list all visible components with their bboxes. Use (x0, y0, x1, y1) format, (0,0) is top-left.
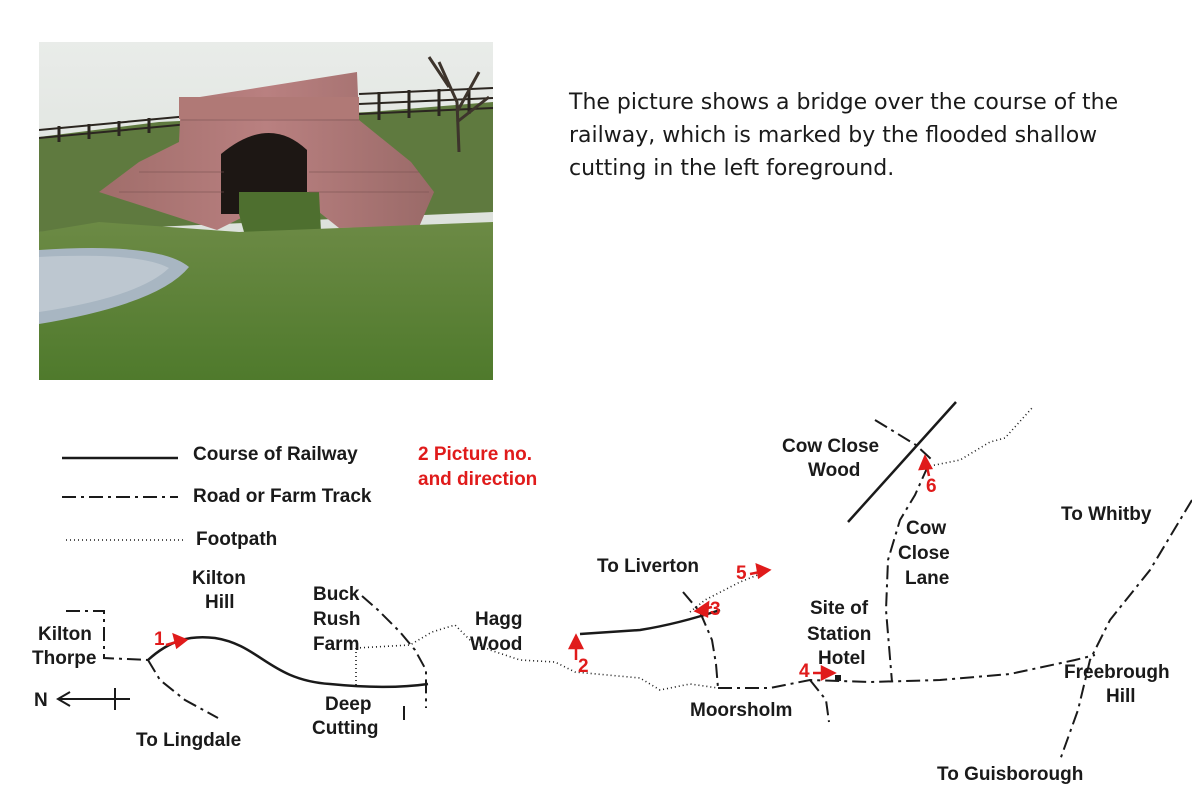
label-deep-cutting-1: Deep (325, 694, 372, 715)
marker-6-label: 6 (926, 476, 937, 497)
label-buck-rush-2: Rush (313, 609, 361, 630)
label-freebrough-1: Freebrough (1064, 662, 1170, 683)
label-hagg-wood-2: Wood (470, 634, 523, 655)
north-label: N (34, 690, 48, 711)
road-whitby-guisborough (1060, 500, 1192, 760)
marker-1-label: 1 (154, 629, 165, 650)
label-kilton-hill-1: Kilton (192, 568, 246, 589)
road-buck-rush (362, 596, 426, 708)
legend-road-label: Road or Farm Track (193, 486, 372, 507)
label-station-3: Hotel (818, 648, 866, 669)
label-freebrough-2: Hill (1106, 686, 1136, 707)
marker-1-head (174, 635, 186, 647)
label-station-1: Site of (810, 598, 869, 619)
label-deep-cutting-2: Cutting (312, 718, 379, 739)
footpath-cow-close-east (930, 408, 1032, 466)
label-kilton-thorpe-2: Thorpe (32, 648, 97, 669)
label-cow-close-lane-2: Close (898, 543, 950, 564)
footpath-hagg-wood (356, 625, 718, 690)
legend-railway-label: Course of Railway (193, 444, 358, 465)
label-station-2: Station (807, 624, 872, 645)
label-cow-close-wood-2: Wood (808, 460, 861, 481)
road-moorsholm-freebrough (718, 655, 1095, 688)
label-to-liverton: To Liverton (597, 556, 700, 577)
marker-5-head (757, 565, 769, 577)
label-moorsholm: Moorsholm (690, 700, 793, 721)
marker-4-label: 4 (799, 661, 810, 682)
road-to-lingdale (148, 660, 218, 718)
marker-3-label: 3 (710, 599, 721, 620)
station-site-marker (835, 675, 841, 681)
label-cow-close-lane-3: Lane (905, 568, 950, 589)
marker-5-label: 5 (736, 563, 747, 584)
legend-footpath-label: Footpath (196, 529, 278, 550)
label-buck-rush-1: Buck (313, 584, 360, 605)
label-to-lingdale: To Lingdale (136, 730, 242, 751)
road-station-spur (810, 680, 829, 722)
marker-3-head (696, 603, 708, 616)
label-kilton-thorpe-1: Kilton (38, 624, 92, 645)
label-hagg-wood-1: Hagg (475, 609, 523, 630)
marker-2-label: 2 (578, 656, 589, 677)
railway-course-cow-close (848, 402, 956, 522)
photo-caption: The picture shows a bridge over the course of the railway, which is marked by the flooded shallow cutting in the left foreground. (569, 90, 1119, 181)
marker-2-head (570, 636, 582, 648)
railway-course-west (148, 637, 428, 687)
label-to-guisborough: To Guisborough (937, 764, 1084, 785)
label-buck-rush-3: Farm (313, 634, 360, 655)
label-kilton-hill-2: Hill (205, 592, 235, 613)
legend-key-line1: 2 Picture no. (418, 444, 533, 465)
label-cow-close-lane-1: Cow (906, 518, 947, 539)
label-cow-close-wood-1: Cow Close (782, 436, 880, 457)
legend-key-line2: and direction (418, 469, 538, 490)
label-to-whitby: To Whitby (1061, 504, 1152, 525)
